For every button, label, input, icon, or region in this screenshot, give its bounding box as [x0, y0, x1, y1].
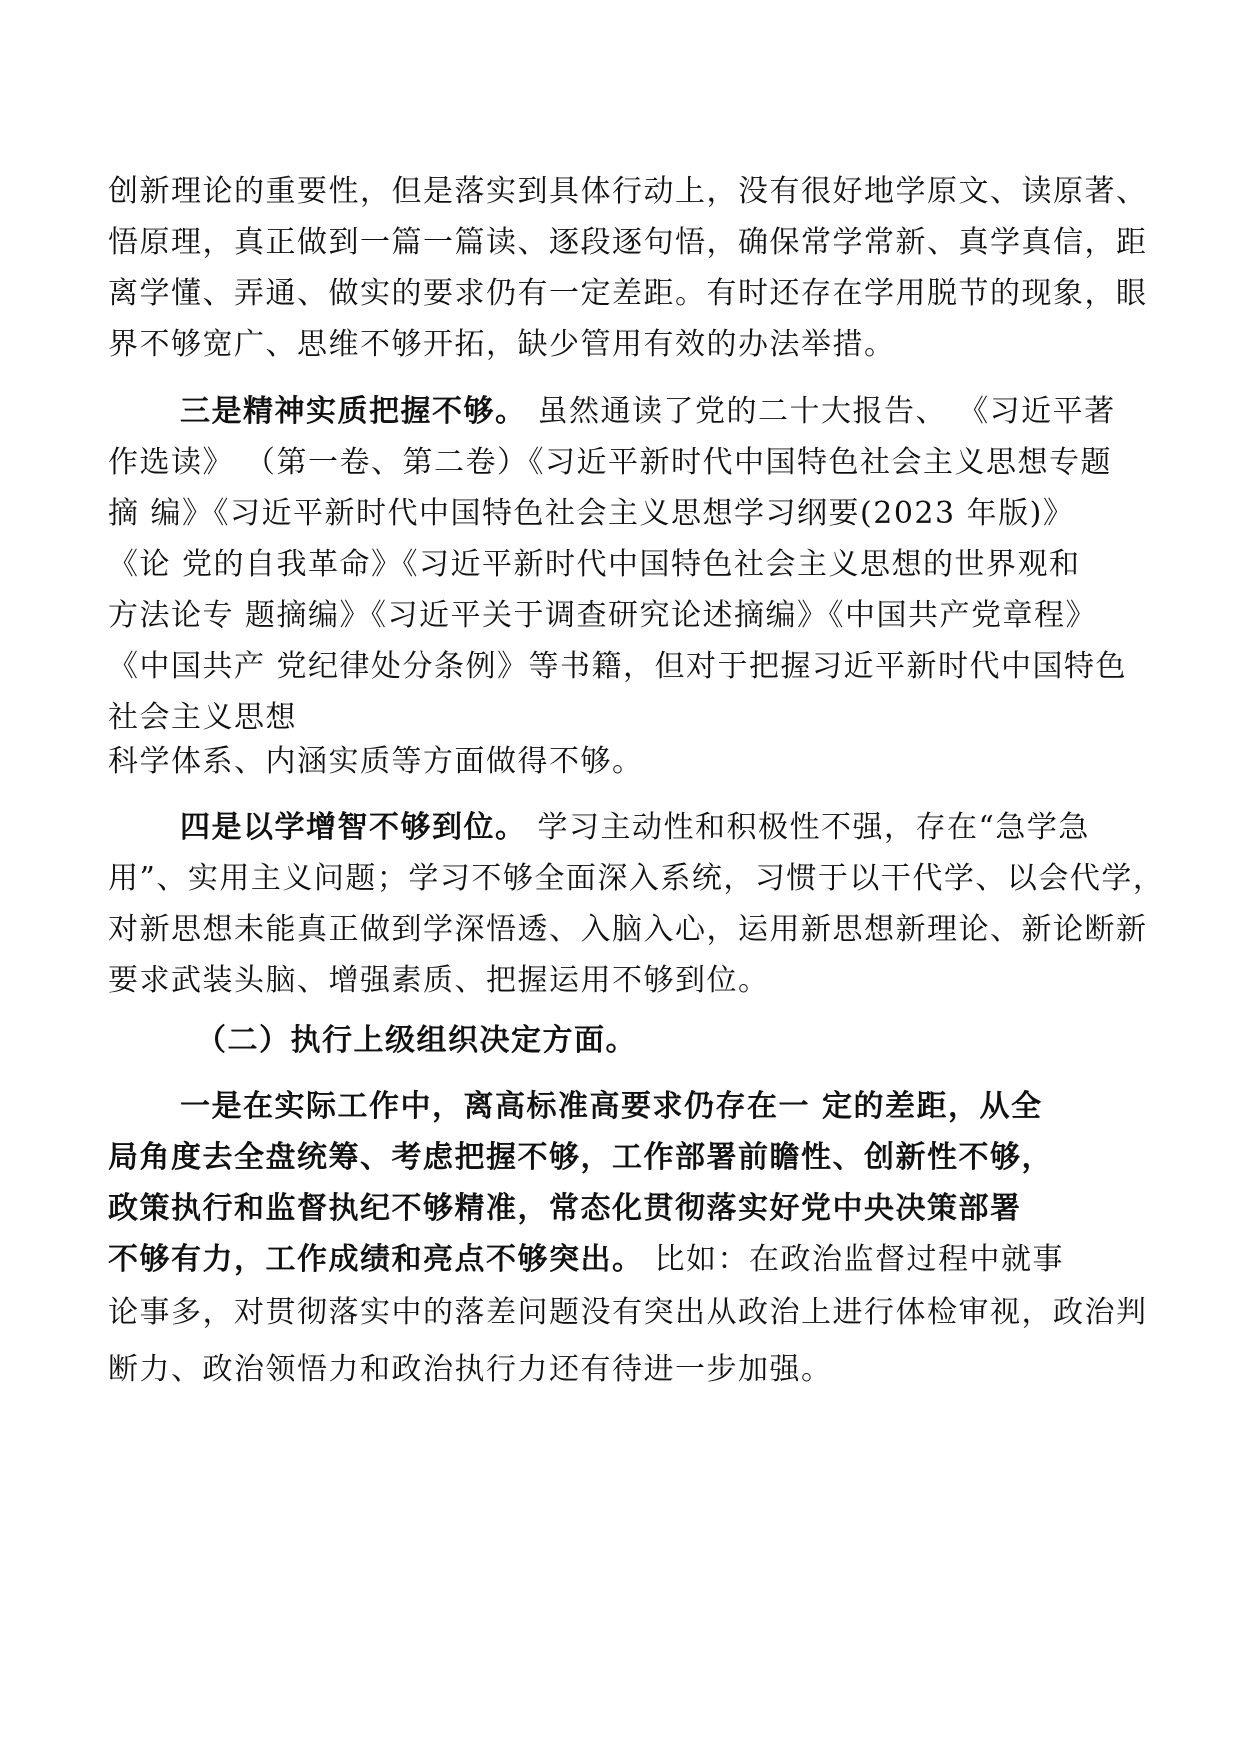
paragraph-line: 《中国共产 党纪律处分条例》等书籍，但对于把握习近平新时代中国特色	[108, 649, 1128, 684]
paragraph-text: 比如：在政治监督过程中就事	[643, 1242, 1065, 1277]
paragraph-line: 科学体系、内涵实质等方面做得不够。	[108, 744, 644, 779]
paragraph-line: 断力、政治领悟力和政治执行力还有待进一步加强。	[108, 1352, 833, 1387]
section-heading: （二）执行上级组织决定方面。	[196, 1023, 637, 1058]
paragraph-line	[108, 1240, 1064, 1280]
paragraph-heading: 四是以学增智不够到位。	[180, 810, 527, 845]
paragraph-line: 政策执行和监督执纪不够精准，常态化贯彻落实好党中央决策部署	[108, 1191, 1022, 1226]
paragraph-line: 离学懂、弄通、做实的要求仍有一定差距。有时还存在学用脱节的现象，眼	[108, 276, 1148, 311]
paragraph-line: 摘 编》《习近平新时代中国特色社会主义思想学习纲要(2023 年版)》	[108, 496, 1075, 531]
paragraph-line: 界不够宽广、思维不够开拓，缺少管用有效的办法举措。	[108, 327, 896, 362]
paragraph-text: 学习主动性和积极性不强，存在“急学急	[526, 810, 1090, 845]
paragraph-line: 社会主义思想	[108, 700, 297, 735]
paragraph-line: 悟原理，真正做到一篇一篇读、逐段逐句悟，确保常学常新、真学真信，距	[108, 225, 1148, 260]
paragraph-line	[180, 808, 1090, 848]
paragraph-line: 方法论专 题摘编》《习近平关于调查研究论述摘编》《中国共产党章程》	[108, 598, 1098, 633]
paragraph-line: 创新理论的重要性，但是落实到具体行动上，没有很好地学原文、读原著、	[108, 174, 1148, 209]
paragraph-line: 论事多，对贯彻落实中的落差问题没有突出从政治上进行体检审视，政治判	[108, 1295, 1148, 1330]
paragraph-line: 局角度去全盘统筹、考虑把握不够，工作部署前瞻性、创新性不够，	[108, 1140, 1053, 1175]
paragraph-line: 用”、实用主义问题；学习不够全面深入系统，习惯于以干代学、以会代学，	[108, 861, 1165, 896]
paragraph-line	[180, 392, 1116, 432]
paragraph-heading: 不够有力，工作成绩和亮点不够突出。	[108, 1242, 644, 1277]
paragraph-line: 作选读》 （第一卷、第二卷）《习近平新时代中国特色社会主义思想专题	[108, 445, 1113, 480]
paragraph-line: 对新思想未能真正做到学深悟透、入脑入心，运用新思想新理论、新论断新	[108, 912, 1148, 947]
paragraph-line: 要求武装头脑、增强素质、把握运用不够到位。	[108, 963, 770, 998]
paragraph-heading: 三是精神实质把握不够。	[180, 394, 527, 429]
paragraph-text: 虽然通读了党的二十大报告、 《习近平著	[526, 394, 1116, 429]
paragraph-line: 一是在实际工作中，离高标准高要求仍存在一 定的差距，从全	[180, 1089, 1043, 1124]
paragraph-line: 《论 党的自我革命》《习近平新时代中国特色社会主义思想的世界观和	[108, 547, 1081, 582]
